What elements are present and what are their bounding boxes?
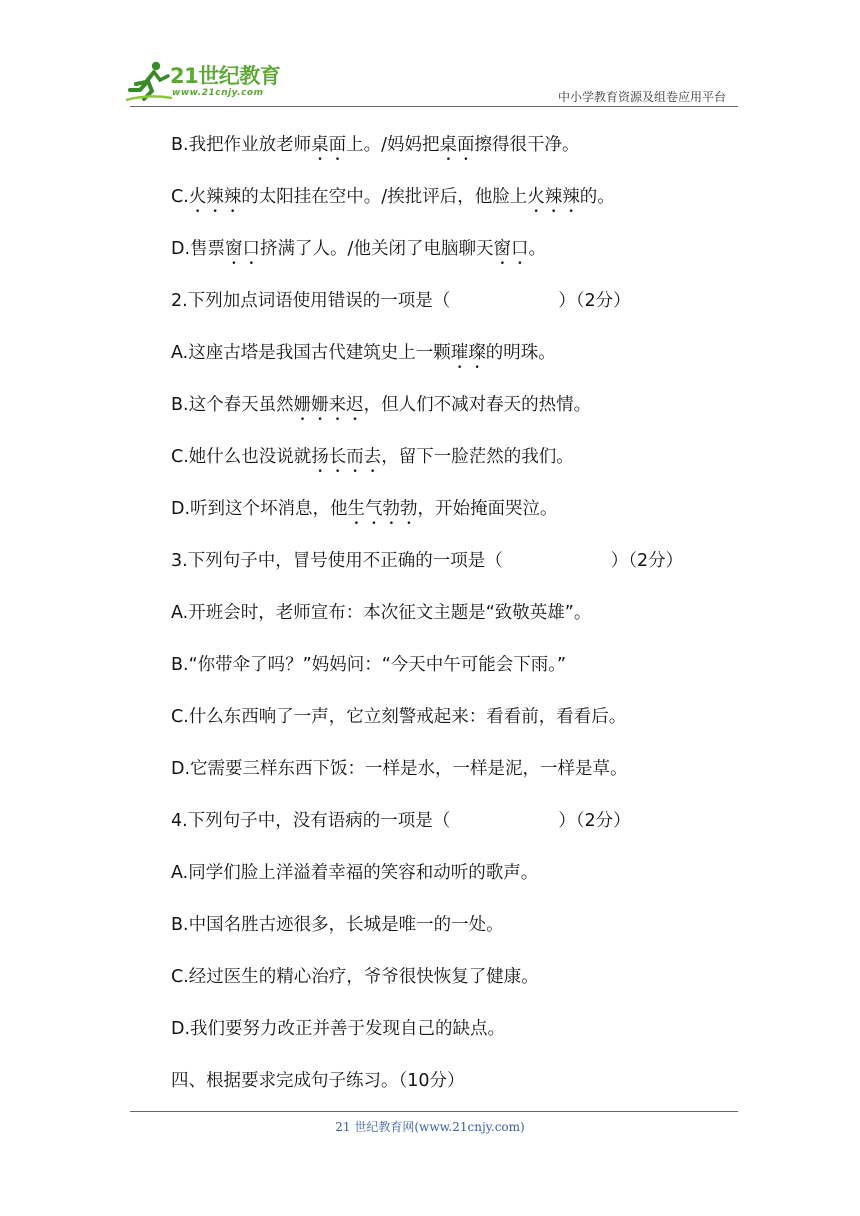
q4-option-b: B.中国名胜古迹很多，长城是唯一的一处。 xyxy=(171,915,504,935)
q1-option-c xyxy=(171,186,615,217)
dotted-word: 火辣辣 xyxy=(188,187,242,207)
q3-option-a: A.开班会时，老师宣布：本次征文主题是“致敬英雄”。 xyxy=(171,603,592,623)
text-segment: 的。 xyxy=(579,187,615,207)
text-segment: C.她什么也没说就 xyxy=(171,447,312,467)
header-tagline: 中小学教育资源及组卷应用平台 xyxy=(557,90,726,104)
dotted-word: 璀璨 xyxy=(450,343,486,363)
q1-option-d xyxy=(171,238,546,269)
footer-link[interactable]: 21 世纪教育网(www.21cnjy.com) xyxy=(335,1120,525,1134)
text-segment: ，但人们不减对春天的热情。 xyxy=(363,395,592,415)
text-segment: B.这个春天虽然 xyxy=(171,395,294,415)
dotted-word: 生气勃勃 xyxy=(347,499,418,519)
q4-option-d: D.我们要努力改正并善于发现自己的缺点。 xyxy=(171,1019,506,1039)
text-segment: D.售票 xyxy=(171,239,226,259)
text-segment: 的太阳挂在空中。/挨批评后，他脸上 xyxy=(241,187,528,207)
text-segment: B.我把作业放老师 xyxy=(171,135,312,155)
page-header xyxy=(0,0,860,110)
text-segment: 擦得很干净。 xyxy=(474,135,580,155)
section-4-heading: 四、根据要求完成句子练习。（10分） xyxy=(171,1071,465,1091)
text-segment: 挤满了人。/他关闭了电脑聊天 xyxy=(260,239,494,259)
dotted-word: 火辣辣 xyxy=(527,187,580,207)
q2-option-d xyxy=(171,498,558,529)
q3-option-d: D.它需要三样东西下饭：一样是水，一样是泥，一样是草。 xyxy=(171,759,628,779)
text-segment: 上。/妈妈把 xyxy=(346,135,440,155)
question-4 xyxy=(171,810,631,832)
q1-option-b xyxy=(171,134,579,165)
q2-option-a xyxy=(171,342,556,373)
dotted-word: 扬长而去 xyxy=(311,447,382,467)
text-segment: ）（2分） xyxy=(558,291,631,311)
text-segment: D.听到这个坏消息，他 xyxy=(171,499,348,519)
text-segment: A.这座古塔是我国古代建筑史上一颗 xyxy=(171,343,451,363)
text-segment: ，留下一脸茫然的我们。 xyxy=(381,447,574,467)
q3-option-b: B.“你带伞了吗？”妈妈问：“今天中午可能会下雨。” xyxy=(171,655,567,675)
question-3 xyxy=(171,550,683,572)
dotted-word: 窗口 xyxy=(225,239,261,259)
runner-icon xyxy=(126,60,172,102)
q3-option-c: C.什么东西响了一声，它立刻警戒起来：看看前，看看后。 xyxy=(171,707,627,727)
text-segment: 2.下列加点词语使用错误的一项是（ xyxy=(171,291,451,311)
text-segment: ）（2分） xyxy=(610,551,684,571)
q4-option-c: C.经过医生的精心治疗，爷爷很快恢复了健康。 xyxy=(171,967,539,987)
logo-url: www.21cnjy.com xyxy=(172,88,264,98)
logo-text: 21世纪教育 xyxy=(170,64,281,88)
q2-option-b xyxy=(171,394,591,425)
dotted-word: 桌面 xyxy=(311,135,347,155)
dotted-word: 姗姗来迟 xyxy=(293,395,364,415)
dotted-word: 窗口 xyxy=(493,239,529,259)
question-2 xyxy=(171,290,631,312)
text-segment: 4.下列句子中，没有语病的一项是（ xyxy=(171,811,451,831)
text-segment: 3.下列句子中，冒号使用不正确的一项是（ xyxy=(171,551,503,571)
dotted-word: 桌面 xyxy=(439,135,475,155)
text-segment: ，开始掩面哭泣。 xyxy=(417,499,558,519)
header-divider xyxy=(130,106,738,107)
q4-option-a: A.同学们脸上洋溢着幸福的笑容和动听的歌声。 xyxy=(171,863,539,883)
q2-option-c xyxy=(171,446,574,477)
text-segment: ）（2分） xyxy=(558,811,631,831)
text-segment: C. xyxy=(171,187,189,207)
site-logo[interactable] xyxy=(126,60,296,104)
footer-divider xyxy=(130,1111,738,1112)
text-segment: 的明珠。 xyxy=(485,343,556,363)
text-segment: 。 xyxy=(528,239,546,259)
